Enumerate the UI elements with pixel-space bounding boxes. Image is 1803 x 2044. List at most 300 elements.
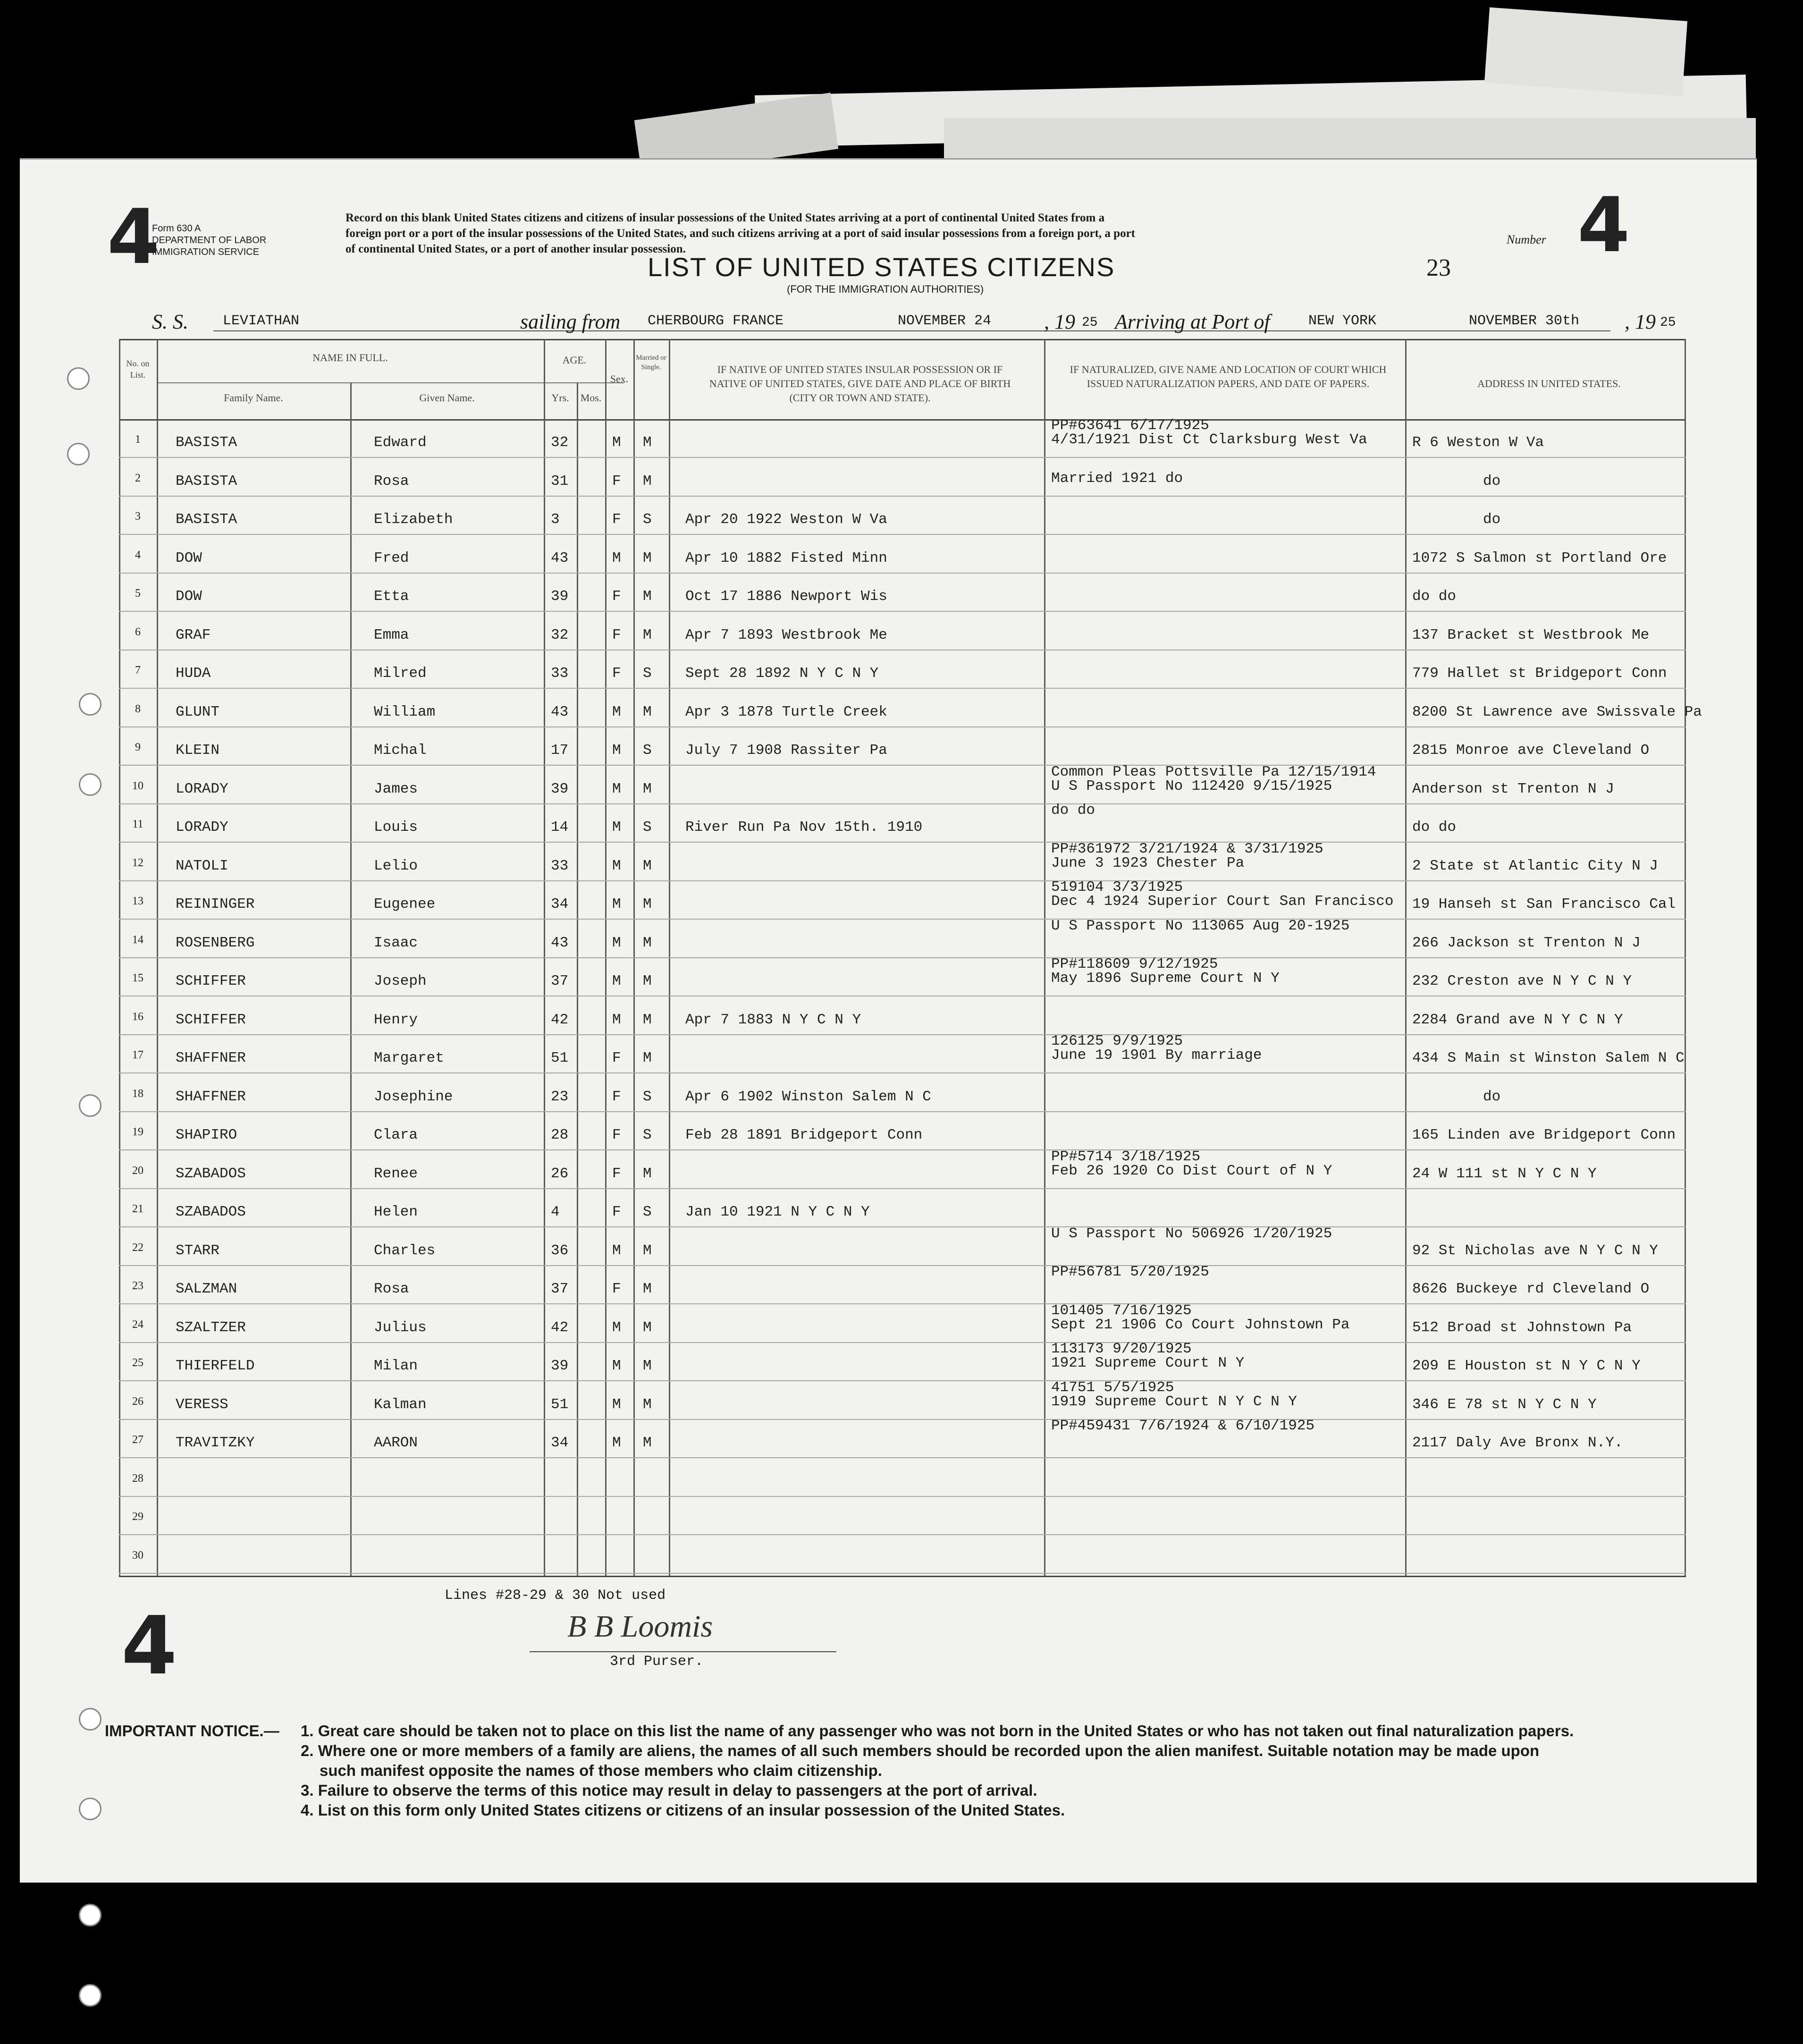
row-number: 13 — [132, 895, 143, 907]
marital-status: M — [643, 1435, 652, 1451]
row-rule — [119, 996, 1686, 997]
given-name: AARON — [374, 1435, 418, 1451]
naturalization-line-2: May 1896 Supreme Court N Y — [1051, 970, 1280, 987]
family-name: SHAFFNER — [176, 1089, 246, 1105]
sex: M — [612, 434, 621, 451]
naturalization-line-1: U S Passport No 113065 Aug 20-1925 — [1051, 918, 1350, 934]
naturalization-line-1: 101405 7/16/1925 — [1051, 1302, 1192, 1319]
family-name: SCHIFFER — [176, 973, 246, 989]
marital-status: M — [643, 858, 652, 874]
family-name: SZALTZER — [176, 1319, 246, 1336]
naturalization-line-2: Married 1921 do — [1051, 470, 1183, 487]
given-name: Rosa — [374, 473, 409, 490]
notice-3: 3. Failure to observe the terms of this notice may result in delay to passengers at the port of arrival. — [301, 1782, 1037, 1799]
row-number: 8 — [135, 703, 141, 715]
us-address: 266 Jackson st Trenton N J — [1412, 935, 1641, 951]
marital-status: M — [643, 1281, 652, 1297]
row-number: 18 — [132, 1088, 143, 1100]
naturalization-line-1: do do — [1051, 802, 1095, 819]
marital-status: M — [643, 781, 652, 797]
us-address: 1072 S Salmon st Portland Ore — [1412, 550, 1667, 566]
sex: F — [612, 1050, 621, 1066]
row-number: 5 — [135, 587, 141, 600]
row-number: 15 — [132, 972, 143, 984]
naturalization-line-2: June 3 1923 Chester Pa — [1051, 855, 1245, 871]
naturalization-line-2: Dec 4 1924 Superior Court San Francisco — [1051, 893, 1394, 910]
family-name: NATOLI — [176, 858, 228, 874]
age-years: 28 — [551, 1127, 569, 1143]
sex: M — [612, 704, 621, 720]
header-age: AGE. — [562, 354, 587, 366]
us-address: Anderson st Trenton N J — [1412, 781, 1614, 797]
notice-1: 1. Great care should be taken not to place on this list the name of any passenger who was not born in the United States or who has not taken out final naturalization papers. — [301, 1722, 1574, 1740]
given-name: Milred — [374, 665, 427, 682]
given-name: Emma — [374, 627, 409, 643]
family-name: BASISTA — [176, 434, 237, 451]
row-rule — [119, 1303, 1686, 1304]
big-number-left: 4 — [107, 193, 160, 281]
age-years: 37 — [551, 1281, 569, 1297]
sex: F — [612, 1089, 621, 1105]
given-name: William — [374, 704, 436, 720]
age-years: 36 — [551, 1242, 569, 1259]
marital-status: M — [643, 627, 652, 643]
us-address: 2117 Daly Ave Bronx N.Y. — [1412, 1435, 1623, 1451]
us-address: 92 St Nicholas ave N Y C N Y — [1412, 1242, 1658, 1259]
sex: M — [612, 935, 621, 951]
birth-date-place: Sept 28 1892 N Y C N Y — [685, 665, 879, 682]
family-name: BASISTA — [176, 511, 237, 528]
marital-status: M — [643, 434, 652, 451]
row-rule — [119, 688, 1686, 689]
year-prefix-2: , 19 — [1625, 310, 1656, 333]
naturalization-line-2: Feb 26 1920 Co Dist Court of N Y — [1051, 1163, 1332, 1179]
birth-date-place: Apr 3 1878 Turtle Creek — [685, 704, 887, 720]
instruction-line-3: of continental United States, or a port of another insular possession. — [345, 243, 686, 255]
age-years: 3 — [551, 511, 560, 528]
naturalization-line-2: 1921 Supreme Court N Y — [1051, 1355, 1245, 1371]
row-rule — [119, 1496, 1686, 1497]
service: IMMIGRATION SERVICE — [152, 247, 260, 257]
age-years: 32 — [551, 434, 569, 451]
us-address: 8200 St Lawrence ave Swissvale Pa — [1412, 704, 1702, 720]
row-number: 1 — [135, 433, 141, 446]
sex: F — [612, 1281, 621, 1297]
arrival-port: NEW YORK — [1308, 313, 1377, 329]
given-name: Henry — [374, 1012, 418, 1028]
row-number: 16 — [132, 1011, 143, 1023]
row-number: 20 — [132, 1165, 143, 1177]
age-years: 26 — [551, 1166, 569, 1182]
header-sex: Sex. — [610, 373, 629, 385]
naturalization-line-1: 41751 5/5/1925 — [1051, 1379, 1174, 1396]
row-number: 19 — [132, 1126, 143, 1138]
family-name: LORADY — [176, 781, 228, 797]
row-rule — [119, 880, 1686, 881]
naturalization-line-1: PP#5714 3/18/1925 — [1051, 1149, 1201, 1165]
row-number: 7 — [135, 664, 141, 676]
sex: M — [612, 896, 621, 912]
sex: F — [612, 1204, 621, 1220]
row-number: 28 — [132, 1472, 143, 1485]
age-years: 34 — [551, 1435, 569, 1451]
department: DEPARTMENT OF LABOR — [152, 235, 267, 245]
age-years: 4 — [551, 1204, 560, 1220]
row-number: 2 — [135, 472, 141, 484]
age-years: 39 — [551, 588, 569, 605]
us-address: 2 State st Atlantic City N J — [1412, 858, 1658, 874]
family-name: SHAPIRO — [176, 1127, 237, 1143]
sex: M — [612, 742, 621, 759]
ship-name: LEVIATHAN — [223, 313, 300, 329]
row-rule — [119, 1149, 1686, 1150]
binding-hole — [79, 693, 101, 716]
ss-label: S. S. — [152, 310, 188, 333]
age-years: 43 — [551, 704, 569, 720]
family-name: KLEIN — [176, 742, 220, 759]
age-years: 32 — [551, 627, 569, 643]
marital-status: S — [643, 742, 652, 759]
row-rule — [119, 842, 1686, 843]
row-rule — [119, 957, 1686, 958]
row-rule — [119, 1111, 1686, 1112]
underlying-sheet — [1484, 8, 1687, 97]
family-name: VERESS — [176, 1396, 228, 1413]
given-name: Margaret — [374, 1050, 444, 1066]
naturalization-line-1: 519104 3/3/1925 — [1051, 879, 1183, 895]
big-number-right: 4 — [1577, 181, 1630, 269]
family-name: TRAVITZKY — [176, 1435, 255, 1451]
us-address: do — [1483, 511, 1501, 528]
marital-status: S — [643, 819, 652, 836]
instruction-line-2: foreign port or a port of the insular possessions of the United States, and such citizens arriving at a port of said insular possessions from a foreign port, a port — [345, 227, 1135, 240]
sex: M — [612, 858, 621, 874]
name-subheader-rule — [157, 382, 563, 383]
marital-status: M — [643, 1242, 652, 1259]
row-number: 4 — [135, 549, 141, 561]
row-number: 11 — [132, 818, 143, 830]
family-name: SCHIFFER — [176, 1012, 246, 1028]
naturalization-line-2: June 19 1901 By marriage — [1051, 1047, 1262, 1064]
birth-date-place: Apr 20 1922 Weston W Va — [685, 511, 887, 528]
family-name: GLUNT — [176, 704, 220, 720]
age-years: 14 — [551, 819, 569, 836]
us-address: do do — [1412, 819, 1457, 836]
birth-date-place: River Run Pa Nov 15th. 1910 — [685, 819, 923, 836]
family-name: SZABADOS — [176, 1204, 246, 1220]
row-rule — [119, 496, 1686, 497]
sex: M — [612, 1319, 621, 1336]
header-no-on-list: No. on List. — [126, 359, 150, 380]
naturalization-line-2: 4/31/1921 Dist Ct Clarksburg West Va — [1051, 431, 1367, 448]
row-rule — [119, 457, 1686, 458]
age-years: 51 — [551, 1050, 569, 1066]
arrival-date: NOVEMBER 30th — [1469, 313, 1580, 329]
us-address: 346 E 78 st N Y C N Y — [1412, 1396, 1597, 1413]
given-name: Clara — [374, 1127, 418, 1143]
header-married-single: Married or Single. — [636, 354, 666, 371]
given-name: Helen — [374, 1204, 418, 1220]
given-name: Julius — [374, 1319, 427, 1336]
manifest-sheet — [20, 158, 1757, 1883]
row-number: 10 — [132, 780, 143, 792]
row-rule — [119, 1226, 1686, 1227]
birth-date-place: Apr 10 1882 Fisted Minn — [685, 550, 887, 566]
binding-hole — [67, 367, 90, 390]
naturalization-line-1: 126125 9/9/1925 — [1051, 1033, 1183, 1049]
row-number: 9 — [135, 741, 141, 753]
page-number: 23 — [1426, 254, 1451, 281]
given-name: Josephine — [374, 1089, 453, 1105]
family-name: SZABADOS — [176, 1166, 246, 1182]
number-label: Number — [1507, 233, 1546, 246]
sex: M — [612, 550, 621, 566]
family-name: REININGER — [176, 896, 255, 912]
marital-status: S — [643, 511, 652, 528]
row-number: 27 — [132, 1434, 143, 1446]
sex: M — [612, 781, 621, 797]
family-name: SHAFFNER — [176, 1050, 246, 1066]
row-number: 22 — [132, 1242, 143, 1254]
naturalization-line-1: PP#361972 3/21/1924 & 3/31/1925 — [1051, 841, 1323, 857]
birth-date-place: Feb 28 1891 Bridgeport Conn — [685, 1127, 923, 1143]
given-name: Joseph — [374, 973, 427, 989]
row-rule — [119, 1573, 1686, 1574]
sex: F — [612, 1127, 621, 1143]
row-number: 26 — [132, 1395, 143, 1408]
naturalization-line-1: Common Pleas Pottsville Pa 12/15/1914 — [1051, 764, 1376, 780]
naturalization-line-1: PP#56781 5/20/1925 — [1051, 1264, 1209, 1280]
form-title: LIST OF UNITED STATES CITIZENS — [648, 252, 1115, 282]
table-header-bottom-rule — [119, 419, 1686, 421]
binding-hole — [79, 773, 101, 796]
departure-year: 25 — [1082, 315, 1098, 330]
departure-port: CHERBOURG FRANCE — [648, 313, 784, 329]
sex: M — [612, 1358, 621, 1374]
row-rule — [119, 803, 1686, 804]
header-address: ADDRESS IN UNITED STATES. — [1477, 378, 1621, 389]
binding-hole — [79, 1708, 101, 1731]
us-address: do do — [1412, 588, 1457, 605]
given-name: Milan — [374, 1358, 418, 1374]
marital-status: S — [643, 1204, 652, 1220]
purser-signature: B B Loomis — [567, 1609, 713, 1644]
sailing-label: sailing from — [520, 310, 621, 333]
age-years: 42 — [551, 1012, 569, 1028]
family-name: ROSENBERG — [176, 935, 255, 951]
us-address: 8626 Buckeye rd Cleveland O — [1412, 1281, 1650, 1297]
instruction-line-1: Record on this blank United States citizens and citizens of insular possessions of the United States arriving at a port of continental United States from a — [345, 211, 1105, 224]
given-name: Renee — [374, 1166, 418, 1182]
naturalization-line-1: U S Passport No 506926 1/20/1925 — [1051, 1225, 1332, 1242]
age-years: 43 — [551, 935, 569, 951]
marital-status: M — [643, 896, 652, 912]
age-years: 23 — [551, 1089, 569, 1105]
row-number: 24 — [132, 1318, 143, 1331]
year-prefix-1: , 19 — [1044, 310, 1075, 333]
sex: M — [612, 1396, 621, 1413]
sex: F — [612, 511, 621, 528]
notice-2: 2. Where one or more members of a family are aliens, the names of all such members should be recorded upon the alien manifest. Suitable notation may be made upon — [301, 1742, 1540, 1759]
header-given-name: Given Name. — [419, 392, 475, 404]
given-name: Eugenee — [374, 896, 436, 912]
marital-status: S — [643, 665, 652, 682]
given-name: James — [374, 781, 418, 797]
row-number: 12 — [132, 857, 143, 869]
sex: F — [612, 665, 621, 682]
us-address: 512 Broad st Johnstown Pa — [1412, 1319, 1632, 1336]
table-top-rule — [119, 339, 1686, 340]
row-rule — [119, 1419, 1686, 1420]
us-address: 232 Creston ave N Y C N Y — [1412, 973, 1632, 989]
marital-status: M — [643, 1396, 652, 1413]
sex: F — [612, 1166, 621, 1182]
binding-hole — [79, 1904, 101, 1926]
birth-date-place: Apr 7 1883 N Y C N Y — [685, 1012, 861, 1028]
sex: F — [612, 588, 621, 605]
us-address: 137 Bracket st Westbrook Me — [1412, 627, 1650, 643]
birth-date-place: Oct 17 1886 Newport Wis — [685, 588, 887, 605]
row-number: 6 — [135, 626, 141, 638]
marital-status: M — [643, 473, 652, 490]
age-years: 33 — [551, 665, 569, 682]
marital-status: M — [643, 588, 652, 605]
given-name: Lelio — [374, 858, 418, 874]
row-rule — [119, 1188, 1686, 1189]
marital-status: M — [643, 1358, 652, 1374]
naturalization-line-1: PP#63641 6/17/1925 — [1051, 417, 1209, 434]
row-rule — [119, 1457, 1686, 1458]
row-rule — [119, 1034, 1686, 1035]
row-rule — [119, 611, 1686, 612]
form-subtitle: (FOR THE IMMIGRATION AUTHORITIES) — [787, 283, 984, 295]
marital-status: S — [643, 1127, 652, 1143]
arrival-year: 25 — [1660, 315, 1676, 330]
row-rule — [119, 1265, 1686, 1266]
marital-status: M — [643, 704, 652, 720]
row-rule — [119, 573, 1686, 574]
row-rule — [119, 1534, 1686, 1535]
given-name: Elizabeth — [374, 511, 453, 528]
row-number: 17 — [132, 1049, 143, 1061]
us-address: do — [1483, 473, 1501, 490]
family-name: LORADY — [176, 819, 228, 836]
birth-date-place: July 7 1908 Rassiter Pa — [685, 742, 887, 759]
notice-2-cont: such manifest opposite the names of those members who claim citizenship. — [320, 1762, 882, 1779]
age-years: 43 — [551, 550, 569, 566]
family-name: DOW — [176, 588, 202, 605]
binding-hole — [79, 1798, 101, 1820]
lines-not-used-note: Lines #28-29 & 30 Not used — [445, 1588, 666, 1604]
given-name: Isaac — [374, 935, 418, 951]
family-name: STARR — [176, 1242, 220, 1259]
age-years: 33 — [551, 858, 569, 874]
given-name: Fred — [374, 550, 409, 566]
naturalization-line-2: 1919 Supreme Court N Y C N Y — [1051, 1394, 1297, 1410]
naturalization-line-1: PP#459431 7/6/1924 & 6/10/1925 — [1051, 1418, 1315, 1434]
row-number: 25 — [132, 1357, 143, 1369]
row-rule — [119, 1342, 1686, 1343]
row-number: 29 — [132, 1511, 143, 1523]
given-name: Charles — [374, 1242, 436, 1259]
marital-status: M — [643, 1050, 652, 1066]
age-years: 34 — [551, 896, 569, 912]
voyage-rule — [213, 330, 1610, 331]
purser-title: 3rd Purser. — [610, 1654, 704, 1670]
family-name: DOW — [176, 550, 202, 566]
us-address: 19 Hanseh st San Francisco Cal — [1412, 896, 1676, 912]
row-number: 30 — [132, 1549, 143, 1562]
age-years: 37 — [551, 973, 569, 989]
marital-status: M — [643, 973, 652, 989]
binding-hole — [79, 1984, 101, 2007]
family-name: THIERFELD — [176, 1358, 255, 1374]
header-family-name: Family Name. — [224, 392, 283, 404]
sex: F — [612, 627, 621, 643]
big-number-bottom: 4 — [121, 1599, 177, 1693]
given-name: Michal — [374, 742, 427, 759]
naturalization-line-2: Sept 21 1906 Co Court Johnstown Pa — [1051, 1317, 1350, 1333]
naturalization-line-1: PP#118609 9/12/1925 — [1051, 956, 1218, 972]
age-years: 39 — [551, 1358, 569, 1374]
marital-status: M — [643, 550, 652, 566]
family-name: GRAF — [176, 627, 211, 643]
header-naturalized: IF NATURALIZED, GIVE NAME AND LOCATION OF COURT WHICH ISSUED NATURALIZATION PAPERS, AND DATE OF PAPERS. — [1070, 363, 1387, 389]
arriving-label: Arriving at Port of — [1115, 310, 1270, 333]
header-birth: IF NATIVE OF UNITED STATES INSULAR POSSESSION OR IF NATIVE OF UNITED STATES, GIVE DATE AND PLACE OF BIRTH (CITY OR TOWN AND STATE). — [709, 363, 1011, 404]
birth-date-place: Apr 6 1902 Winston Salem N C — [685, 1089, 931, 1105]
us-address: do — [1483, 1089, 1501, 1105]
given-name: Etta — [374, 588, 409, 605]
given-name: Rosa — [374, 1281, 409, 1297]
sex: F — [612, 473, 621, 490]
given-name: Edward — [374, 434, 427, 451]
header-yrs: Yrs. — [551, 392, 569, 404]
sex: M — [612, 1242, 621, 1259]
family-name: HUDA — [176, 665, 211, 682]
naturalization-line-2: U S Passport No 112420 9/15/1925 — [1051, 778, 1332, 794]
us-address: 779 Hallet st Bridgeport Conn — [1412, 665, 1667, 682]
marital-status: M — [643, 1012, 652, 1028]
age-years: 39 — [551, 781, 569, 797]
us-address: R 6 Weston W Va — [1412, 434, 1544, 451]
column-divider — [350, 382, 352, 1576]
age-years: 51 — [551, 1396, 569, 1413]
binding-hole — [67, 443, 90, 465]
us-address: 209 E Houston st N Y C N Y — [1412, 1358, 1641, 1374]
header-mos: Mos. — [580, 392, 602, 404]
header-name-in-full: NAME IN FULL. — [312, 352, 388, 363]
row-rule — [119, 1380, 1686, 1381]
given-name: Kalman — [374, 1396, 427, 1413]
signature-rule — [530, 1651, 836, 1652]
sex: M — [612, 819, 621, 836]
us-address: 434 S Main st Winston Salem N C — [1412, 1050, 1685, 1066]
given-name: Louis — [374, 819, 418, 836]
family-name: SALZMAN — [176, 1281, 237, 1297]
naturalization-line-1: 113173 9/20/1925 — [1051, 1341, 1192, 1357]
row-rule — [119, 765, 1686, 766]
row-rule — [119, 534, 1686, 535]
us-address: 24 W 111 st N Y C N Y — [1412, 1166, 1597, 1182]
row-number: 21 — [132, 1203, 143, 1215]
row-rule — [119, 919, 1686, 920]
marital-status: M — [643, 1319, 652, 1336]
us-address: 2284 Grand ave N Y C N Y — [1412, 1012, 1623, 1028]
age-years: 42 — [551, 1319, 569, 1336]
row-number: 23 — [132, 1280, 143, 1292]
age-years: 31 — [551, 473, 569, 490]
